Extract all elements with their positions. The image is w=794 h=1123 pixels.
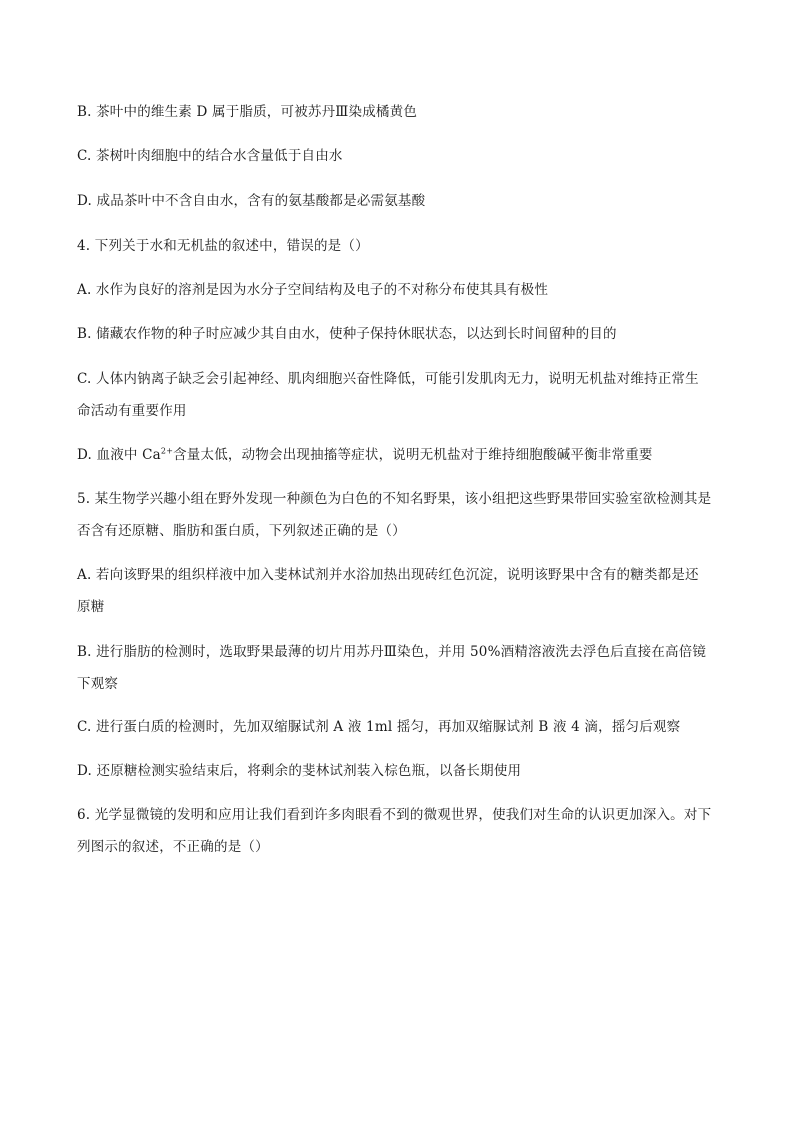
question-5-stem-line-1: 5. 某生物学兴趣小组在野外发现一种颜色为白色的不知名野果，该小组把这些野果带回实验室欲检测其是: [77, 491, 712, 507]
option-5a-line-2: 原糖: [77, 599, 105, 615]
option-3c: C. 茶树叶肉细胞中的结合水含量低于自由水: [77, 148, 343, 164]
question-6-stem-line-2: 列图示的叙述，不正确的是（）: [77, 839, 269, 855]
option-4d-prefix: D. 血液中 Ca: [77, 447, 161, 463]
option-5a-line-1: A. 若向该野果的组织样液中加入斐林试剂并水浴加热出现砖红色沉淀，说明该野果中含有的糖类都是还: [77, 567, 699, 583]
option-5d: D. 还原糖检测实验结束后，将剩余的斐林试剂装入棕色瓶，以备长期使用: [77, 763, 522, 779]
option-4d: [77, 446, 722, 464]
option-4a: A. 水作为良好的溶剂是因为水分子空间结构及电子的不对称分布使其具有极性: [77, 282, 549, 298]
option-3b: B. 茶叶中的维生素 D 属于脂质，可被苏丹Ⅲ染成橘黄色: [77, 104, 418, 120]
question-4-stem: 4. 下列关于水和无机盐的叙述中，错误的是（）: [77, 238, 369, 254]
option-4c-line-2: 命活动有重要作用: [77, 403, 187, 419]
option-5b-line-2: 下观察: [77, 676, 119, 692]
option-4d-superscript: 2+: [160, 446, 174, 456]
question-5-stem-line-2: 否含有还原糖、脂肪和蛋白质，下列叙述正确的是（）: [77, 523, 406, 539]
option-3d: D. 成品茶叶中不含自由水，含有的氨基酸都是必需氨基酸: [77, 193, 426, 209]
option-5b-line-1: B. 进行脂肪的检测时，选取野果最薄的切片用苏丹Ⅲ染色，并用 50%酒精溶液洗去浮色后直接在高倍镜: [77, 644, 707, 660]
option-4c-line-1: C. 人体内钠离子缺乏会引起神经、肌肉细胞兴奋性降低，可能引发肌肉无力，说明无机盐对维持正常生: [77, 371, 699, 387]
option-4d-suffix: 含量太低，动物会出现抽搐等症状，说明无机盐对于维持细胞酸碱平衡非常重要: [173, 447, 653, 463]
option-4b: B. 储藏农作物的种子时应减少其自由水，使种子保持休眠状态，以达到长时间留种的目的: [77, 326, 617, 342]
option-5c: C. 进行蛋白质的检测时，先加双缩脲试剂 A 液 1ml 摇匀，再加双缩脲试剂 B 液 4 滴，摇匀后观察: [77, 719, 681, 735]
question-6-stem-line-1: 6. 光学显微镜的发明和应用让我们看到许多肉眼看不到的微观世界，使我们对生命的认识更加深入。对下: [77, 807, 712, 823]
